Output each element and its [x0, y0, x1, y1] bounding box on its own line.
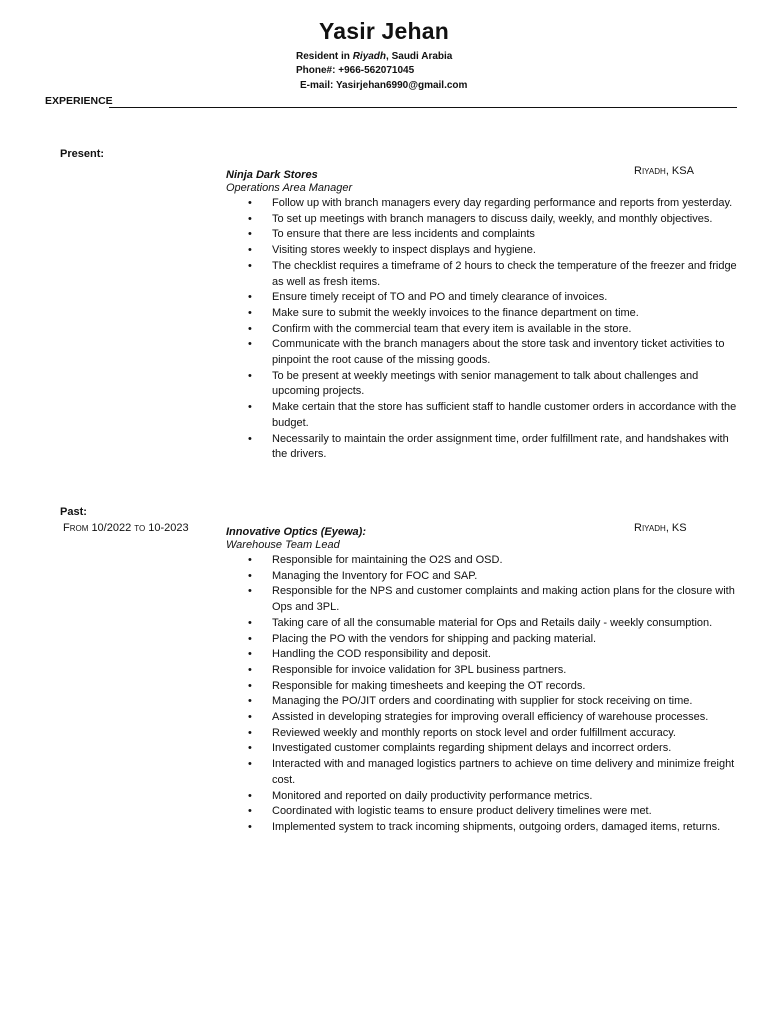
bullet-item: [226, 616, 738, 632]
resident-prefix: Resident in: [296, 51, 353, 62]
bullet-text: Visiting stores weekly to inspect displays and hygiene.: [272, 244, 536, 257]
present-job-header: [226, 165, 738, 180]
bullet-item: [226, 663, 738, 679]
bullet-text: Communicate with the branch managers about the store task and inventory ticket activities to pinpoint the root cause of the missing goods.: [272, 338, 725, 367]
bullet-text: Responsible for maintaining the O2S and OSD.: [272, 554, 503, 566]
bullet-icon: •: [248, 758, 252, 771]
bullet-icon: •: [248, 805, 252, 818]
bullet-icon: •: [248, 663, 252, 676]
past-label: Past:: [60, 506, 87, 518]
bullet-item: [226, 820, 738, 836]
bullet-text: Make sure to submit the weekly invoices to the finance department on time.: [272, 306, 639, 319]
past-date-range: From 10/2022 to 10-2023: [63, 522, 189, 534]
experience-heading: [45, 95, 737, 109]
bullet-icon: •: [248, 338, 252, 351]
bullet-icon: •: [248, 789, 252, 802]
bullet-item: [226, 710, 738, 726]
bullet-item: [226, 400, 738, 431]
bullet-item: [226, 369, 738, 400]
bullet-icon: •: [248, 291, 252, 304]
bullet-text: Necessarily to maintain the order assignment time, order fulfillment rate, and handshakes with the drivers.: [272, 432, 729, 461]
bullet-icon: •: [248, 632, 252, 645]
bullet-icon: •: [248, 711, 252, 724]
resident-city: Riyadh: [352, 51, 387, 62]
bullet-item: [226, 322, 738, 338]
present-job: [226, 165, 738, 463]
bullet-text: To be present at weekly meetings with senior management to talk about challenges and upcoming projects.: [272, 369, 699, 398]
bullet-item: [226, 259, 738, 290]
bullet-text: The checklist requires a timeframe of 2 hours to check the temperature of the freezer and fridge as well as fresh items.: [272, 259, 737, 288]
past-location-city: Riyadh: [634, 522, 666, 534]
resident-suffix: , Saudi Arabia: [386, 51, 453, 62]
bullet-item: [226, 647, 738, 663]
bullet-text: Monitored and reported on daily productivity performance metrics.: [272, 789, 593, 802]
bullet-text: Responsible for invoice validation for 3PL business partners.: [272, 663, 567, 676]
bullet-text: Interacted with and managed logistics partners to achieve on time delivery and minimize freight cost.: [272, 758, 735, 786]
bullet-item: [226, 757, 738, 788]
bullet-item: [226, 584, 738, 615]
bullet-icon: •: [248, 554, 252, 566]
bullet-text: Reviewed weekly and monthly reports on stock level and order fulfillment accuracy.: [272, 726, 676, 739]
bullet-text: Taking care of all the consumable material for Ops and Retails daily - weekly consumption.: [272, 616, 713, 629]
present-label: Present:: [60, 148, 105, 160]
present-company: Ninja Dark Stores: [226, 169, 318, 181]
bullet-item: [226, 290, 738, 306]
bullet-text: Coordinated with logistic teams to ensure product delivery timelines were met.: [272, 805, 652, 818]
past-job: [226, 522, 738, 836]
bullet-icon: •: [248, 616, 252, 629]
bullet-icon: •: [248, 679, 252, 692]
bullet-item: [226, 306, 738, 322]
past-location-country: , KS: [665, 522, 687, 534]
bullet-item: [226, 632, 738, 648]
bullet-item: [226, 432, 738, 463]
past-bullet-list: [226, 553, 738, 836]
present-location: [634, 165, 694, 177]
bullet-icon: •: [248, 212, 252, 225]
bullet-text: To ensure that there are less incidents and complaints: [272, 228, 535, 241]
bullet-item: [226, 726, 738, 742]
present-location-country: , KSA: [665, 165, 694, 177]
bullet-icon: •: [248, 585, 252, 598]
present-location-city: Riyadh: [634, 165, 666, 177]
experience-title: EXPERIENCE: [45, 95, 113, 107]
bullet-icon: •: [248, 569, 252, 582]
phone-line: Phone#: +966-562071045: [296, 65, 415, 76]
experience-divider: [109, 107, 737, 108]
bullet-item: [226, 337, 738, 368]
bullet-icon: •: [248, 228, 252, 241]
bullet-text: Follow up with branch managers every day regarding performance and reports from yesterday.: [272, 197, 733, 209]
bullet-icon: •: [248, 695, 252, 708]
resident-line: [296, 51, 452, 62]
bullet-icon: •: [248, 306, 252, 319]
past-location: [634, 522, 687, 534]
bullet-icon: •: [248, 259, 252, 272]
bullet-text: Implemented system to track incoming shipments, outgoing orders, damaged items, returns.: [272, 820, 721, 833]
bullet-icon: •: [248, 742, 252, 755]
present-role: Operations Area Manager: [226, 182, 353, 194]
bullet-text: Responsible for the NPS and customer complaints and making action plans for the closure with Ops and 3PL.: [272, 585, 735, 614]
bullet-icon: •: [248, 820, 252, 833]
present-bullet-list: [226, 196, 738, 463]
bullet-item: [226, 679, 738, 695]
candidate-name: Yasir Jehan: [318, 18, 450, 44]
bullet-text: Responsible for making timesheets and keeping the OT records.: [272, 679, 586, 692]
bullet-icon: •: [248, 369, 252, 382]
bullet-item: [226, 212, 738, 228]
bullet-item: [226, 196, 738, 212]
bullet-text: Managing the PO/JIT orders and coordinating with supplier for stock receiving on time.: [272, 695, 693, 708]
bullet-item: [226, 569, 738, 585]
past-role: Warehouse Team Lead: [226, 539, 340, 551]
bullet-item: [226, 804, 738, 820]
bullet-item: [226, 553, 738, 569]
bullet-text: Make certain that the store has sufficient staff to handle customer orders in accordance with the budget.: [272, 401, 737, 429]
bullet-icon: •: [248, 322, 252, 335]
bullet-item: [226, 741, 738, 757]
bullet-icon: •: [248, 244, 252, 257]
bullet-item: [226, 227, 738, 243]
bullet-text: Handling the COD responsibility and deposit.: [272, 648, 491, 661]
bullet-icon: •: [248, 432, 252, 445]
bullet-icon: •: [248, 401, 252, 414]
bullet-item: [226, 789, 738, 805]
bullet-icon: •: [248, 197, 252, 209]
bullet-text: Ensure timely receipt of TO and PO and timely clearance of invoices.: [272, 291, 608, 304]
bullet-text: To set up meetings with branch managers to discuss daily, weekly, and monthly objectives.: [272, 212, 713, 225]
bullet-text: Placing the PO with the vendors for shipping and packing material.: [272, 632, 597, 645]
bullet-icon: •: [248, 648, 252, 661]
bullet-text: Assisted in developing strategies for improving overall efficiency of warehouse processes.: [272, 711, 709, 724]
bullet-item: [226, 694, 738, 710]
past-company: Innovative Optics (Eyewa):: [226, 526, 366, 538]
bullet-text: Investigated customer complaints regarding shipment delays and incorrect orders.: [272, 742, 672, 755]
email-line: E-mail: Yasirjehan6990@gmail.com: [300, 80, 468, 91]
bullet-text: Confirm with the commercial team that every item is available in the store.: [272, 322, 632, 335]
past-job-header: [226, 522, 738, 537]
bullet-icon: •: [248, 726, 252, 739]
bullet-item: [226, 243, 738, 259]
bullet-text: Managing the Inventory for FOC and SAP.: [272, 569, 478, 582]
